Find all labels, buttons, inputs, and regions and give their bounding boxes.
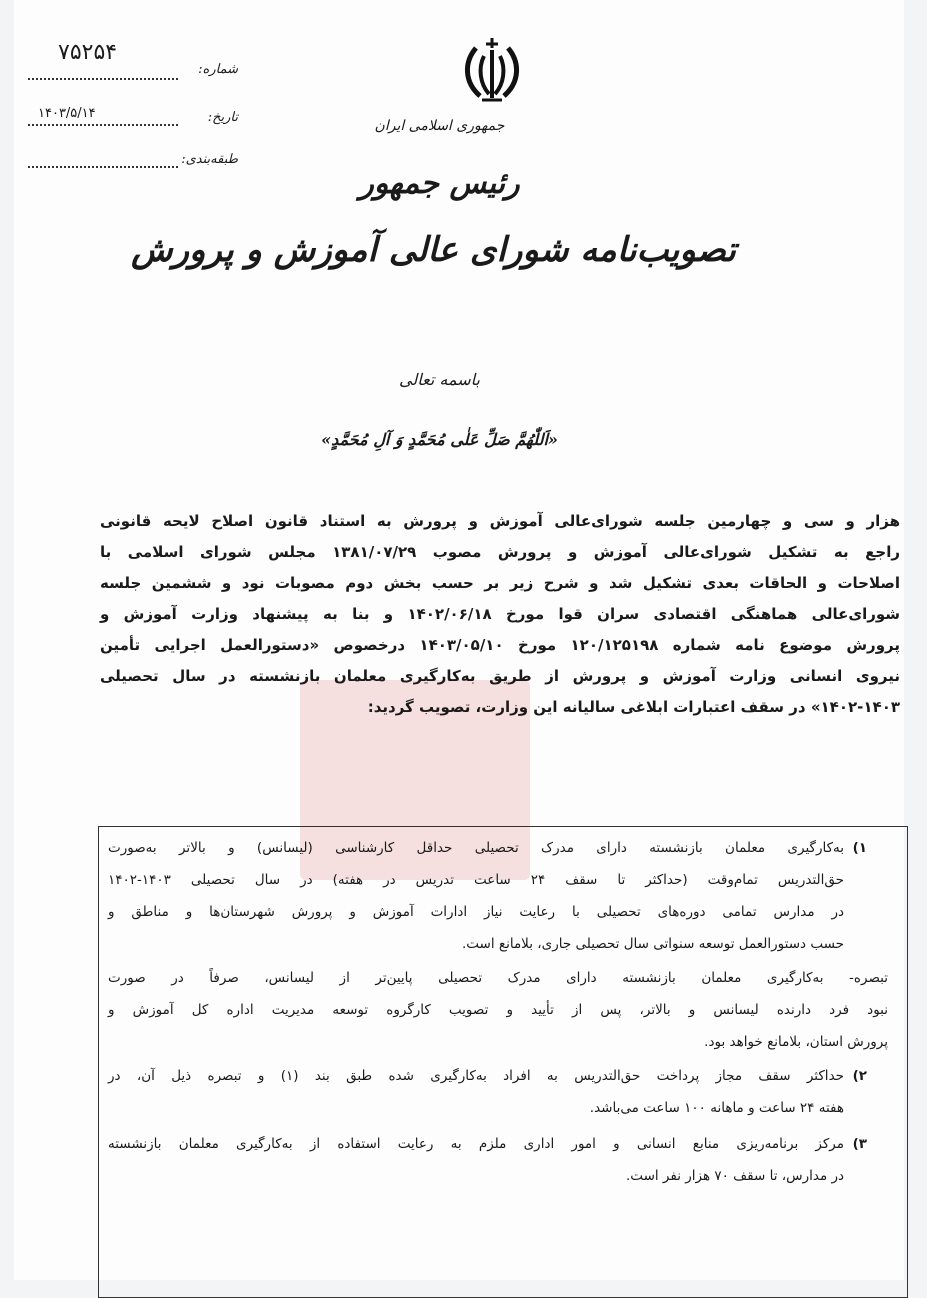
invocation: باسمه تعالی (399, 370, 480, 389)
document-title: تصویب‌نامه شورای عالی آموزش و پرورش (131, 230, 736, 270)
body-line: اصلاحات و الحاقات بعدی تشکیل شد و شرح زیر بر حسب بخش دوم مصوبات نود و ششمین جلسه (100, 574, 900, 592)
number-label: شماره: (198, 62, 238, 77)
item-line: حسب دستورالعمل توسعه سنواتی سال تحصیلی جاری، بلامانع است. (461, 936, 844, 952)
salawat: «اَللّٰهُمَّ صَلِّ عَلٰی مُحَمَّدٍ وَ آلِ مُحَمَّدٍ» (321, 430, 558, 449)
body-line: ۱۴۰۲-۱۴۰۳» در سقف اعتبارات ابلاغی سالیانه این وزارت، تصویب گردید: (367, 698, 900, 716)
item-line: مرکز برنامه‌ریزی منابع انسانی و امور اداری ملزم به رعایت استفاده از به‌کارگیری معلمان بازنشسته (108, 1136, 844, 1152)
number-dots (28, 78, 178, 80)
note-line: پرورش استان، بلامانع خواهد بود. (704, 1034, 888, 1050)
body-line: شورای‌عالی هماهنگی اقتصادی سران قوا مورخ ۱۴۰۲/۰۶/۱۸ و بنا به پیشنهاد وزارت آموزش و (100, 605, 901, 623)
body-line: پرورش موضوع نامه شماره ۱۲۰/۱۲۵۱۹۸ مورخ ۱۴۰۳/۰۵/۱۰ درخصوص «دستورالعمل اجرایی تأمین (100, 636, 900, 654)
note-line: تبصره- به‌کارگیری معلمان بازنشسته دارای مدرک تحصیلی پایین‌تر از لیسانس، صرفاً در صورت (108, 970, 888, 986)
item-line: در مدارس تمامی دوره‌های تحصیلی با رعایت نیاز ادارات آموزش و پرورش شهرستان‌ها و مناطق و (108, 904, 844, 920)
body-line: راجع به تشکیل شورای‌عالی آموزش و پرورش مصوب ۱۳۸۱/۰۷/۲۹ مجلس شورای اسلامی با (100, 543, 900, 561)
resolution-box (98, 826, 908, 1298)
date-label: تاریخ: (207, 110, 238, 125)
item-line: حق‌التدریس تمام‌وقت (حداکثر تا سقف ۲۴ ساعت تدریس در هفته) در سال تحصیلی ۱۴۰۳-۱۴۰۲ (108, 872, 844, 888)
item-number: ۲) (852, 1068, 867, 1084)
classification-label: طبقه‌بندی: (181, 152, 238, 167)
iran-emblem-icon (462, 38, 522, 104)
item-number: ۱) (852, 840, 867, 856)
letter-date: ۱۴۰۳/۵/۱۴ (38, 106, 96, 121)
country-name: جمهوری اسلامی ایران (374, 118, 505, 134)
note-line: نبود فرد دارنده لیسانس و بالاتر، پس از تأیید و تصویب کارگروه توسعه مدیریت اداره کل آموزش و (108, 1002, 888, 1018)
body-line: نیروی انسانی وزارت آموزش و پرورش از طریق به‌کارگیری معلمان بازنشسته در سال تحصیلی (100, 667, 900, 685)
item-number: ۳) (852, 1136, 867, 1152)
item-line: در مدارس، تا سقف ۷۰ هزار نفر است. (626, 1168, 844, 1184)
item-line: به‌کارگیری معلمان بازنشسته دارای مدرک تحصیلی حداقل کارشناسی (لیسانس) و بالاتر به‌صورت (108, 840, 844, 856)
office-title: رئیس جمهور (359, 166, 520, 201)
letter-number: ۷۵۲۵۴ (58, 40, 118, 65)
body-line: هزار و سی و چهارمین جلسه شورای‌عالی آموزش و پرورش به استناد قانون اصلاح لایحه قانونی (100, 512, 900, 530)
item-line: حداکثر سقف مجاز پرداخت حق‌التدریس به افراد به‌کارگیری شده طبق بند (۱) و تبصره ذیل آن، در (108, 1068, 844, 1084)
item-line: هفته ۲۴ ساعت و ماهانه ۱۰۰ ساعت می‌باشد. (589, 1100, 844, 1116)
